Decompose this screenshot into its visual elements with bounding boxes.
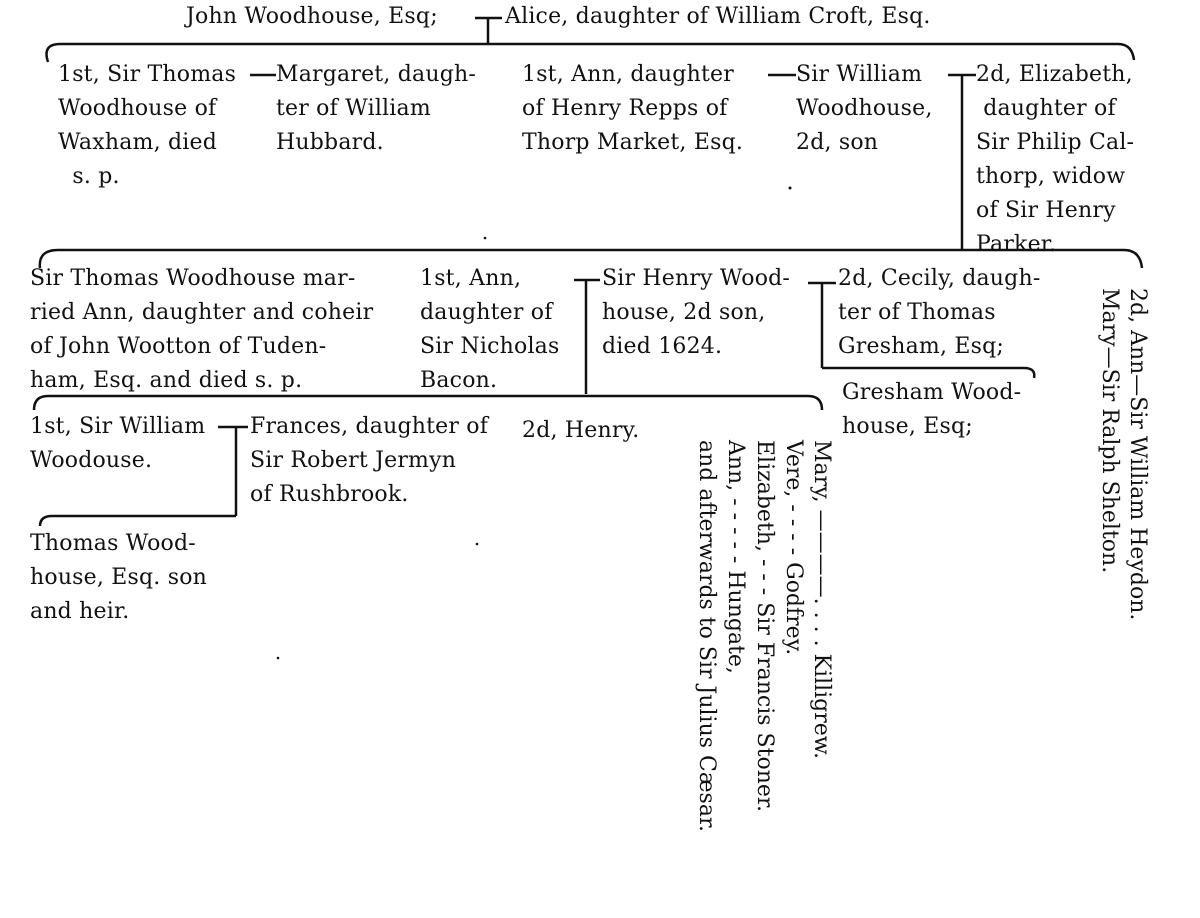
text-line: Thomas Wood- [30,531,196,556]
text-line: house, Esq. son [30,565,208,590]
person-elizabeth-calthorp [976,58,1134,262]
brace-gen5 [40,516,236,526]
text-line: Hubbard. [276,130,384,155]
person-margaret-hubbard [276,58,476,160]
brace-gen4 [34,396,822,410]
text-line: Woodouse. [30,448,153,473]
person-sir-thomas-woodhouse [30,262,373,398]
text-line: house, Esq; [842,414,973,439]
text-line: Sir Nicholas [420,334,560,359]
person-sir-william [796,58,933,160]
text-line: Woodhouse of [58,96,217,121]
text-line: ried Ann, daughter and coheir [30,300,374,325]
daughter-mary-shelton: Mary—Sir Ralph Shelton. [1097,288,1122,574]
text-line: Parker. [976,232,1057,257]
ink-speck [476,543,479,546]
text-line: of John Wootton of Tuden- [30,334,327,359]
person-cecily-gresham [838,262,1040,364]
text-line: 1st, Sir Thomas [58,62,237,87]
ink-speck [484,237,487,240]
text-line: 2d, Elizabeth, [976,62,1133,87]
person-frances-jermyn [250,410,488,512]
text-line: Margaret, daugh- [276,62,476,87]
person-thomas-woodhouse-heir [30,527,207,629]
person-henry: 2d, Henry. [522,418,640,443]
text-line: Gresham, Esq; [838,334,1004,359]
text-line: 2d, Cecily, daugh- [838,266,1041,291]
person-ann-bacon [420,262,559,398]
text-line: Sir Thomas Woodhouse mar- [30,266,356,291]
text-line: Frances, daughter of [250,414,489,439]
person-sir-william-woodouse [30,410,205,478]
text-line: Sir William [796,62,923,87]
text-line: 1st, Sir William [30,414,206,439]
text-line: and heir. [30,599,130,624]
text-line: ham, Esq. and died s. p. [30,368,303,393]
text-line: of Sir Henry [976,198,1116,223]
text-line: Waxham, died [58,130,217,155]
text-line: 2d, son [796,130,879,155]
daughter-ann-hungate: Ann, - - - - - Hungate, [723,440,748,674]
text-line: Gresham Wood- [842,380,1022,405]
person-ann-repps [522,58,743,160]
text-line: 1st, Ann, [420,266,522,291]
person-alice-croft: Alice, daughter of William Croft, Esq. [505,4,931,29]
text-line: daughter of [420,300,553,325]
text-line: ter of Thomas [838,300,996,325]
person-sir-thomas [58,58,236,194]
daughter-ann-caesar: and afterwards to Sir Julius Cæsar. [694,440,719,833]
daughter-mary-killigrew: Mary, ————. . . . Killigrew. [809,440,834,760]
daughter-ann-heydon: 2d, Ann—Sir William Heydon. [1125,288,1150,621]
text-line: ter of William [276,96,431,121]
person-gresham-woodhouse [842,376,1021,444]
text-line: Sir Henry Wood- [602,266,791,291]
text-line: Sir Robert Jermyn [250,448,457,473]
text-line: of Henry Repps of [522,96,728,121]
text-line: Bacon. [420,368,498,393]
ink-speck [277,657,280,660]
text-line: thorp, widow [976,164,1126,189]
text-line: died 1624. [602,334,723,359]
text-line: Thorp Market, Esq. [522,130,744,155]
text-line: Sir Philip Cal- [976,130,1135,155]
person-john-woodhouse: John Woodhouse, Esq; [186,4,438,29]
daughter-vere-godfrey: Vere, - - - - Godfrey. [781,440,806,656]
person-sir-henry-woodhouse [602,262,790,364]
text-line: Woodhouse, [796,96,933,121]
text-line: 1st, Ann, daughter [522,62,734,87]
text-line: s. p. [72,164,120,189]
text-line: of Rushbrook. [250,482,409,507]
ink-speck [789,187,792,190]
text-line: daughter of [983,96,1116,121]
text-line: house, 2d son, [602,300,766,325]
daughter-elizabeth-stoner: Elizabeth, - - - Sir Francis Stoner. [752,440,777,812]
